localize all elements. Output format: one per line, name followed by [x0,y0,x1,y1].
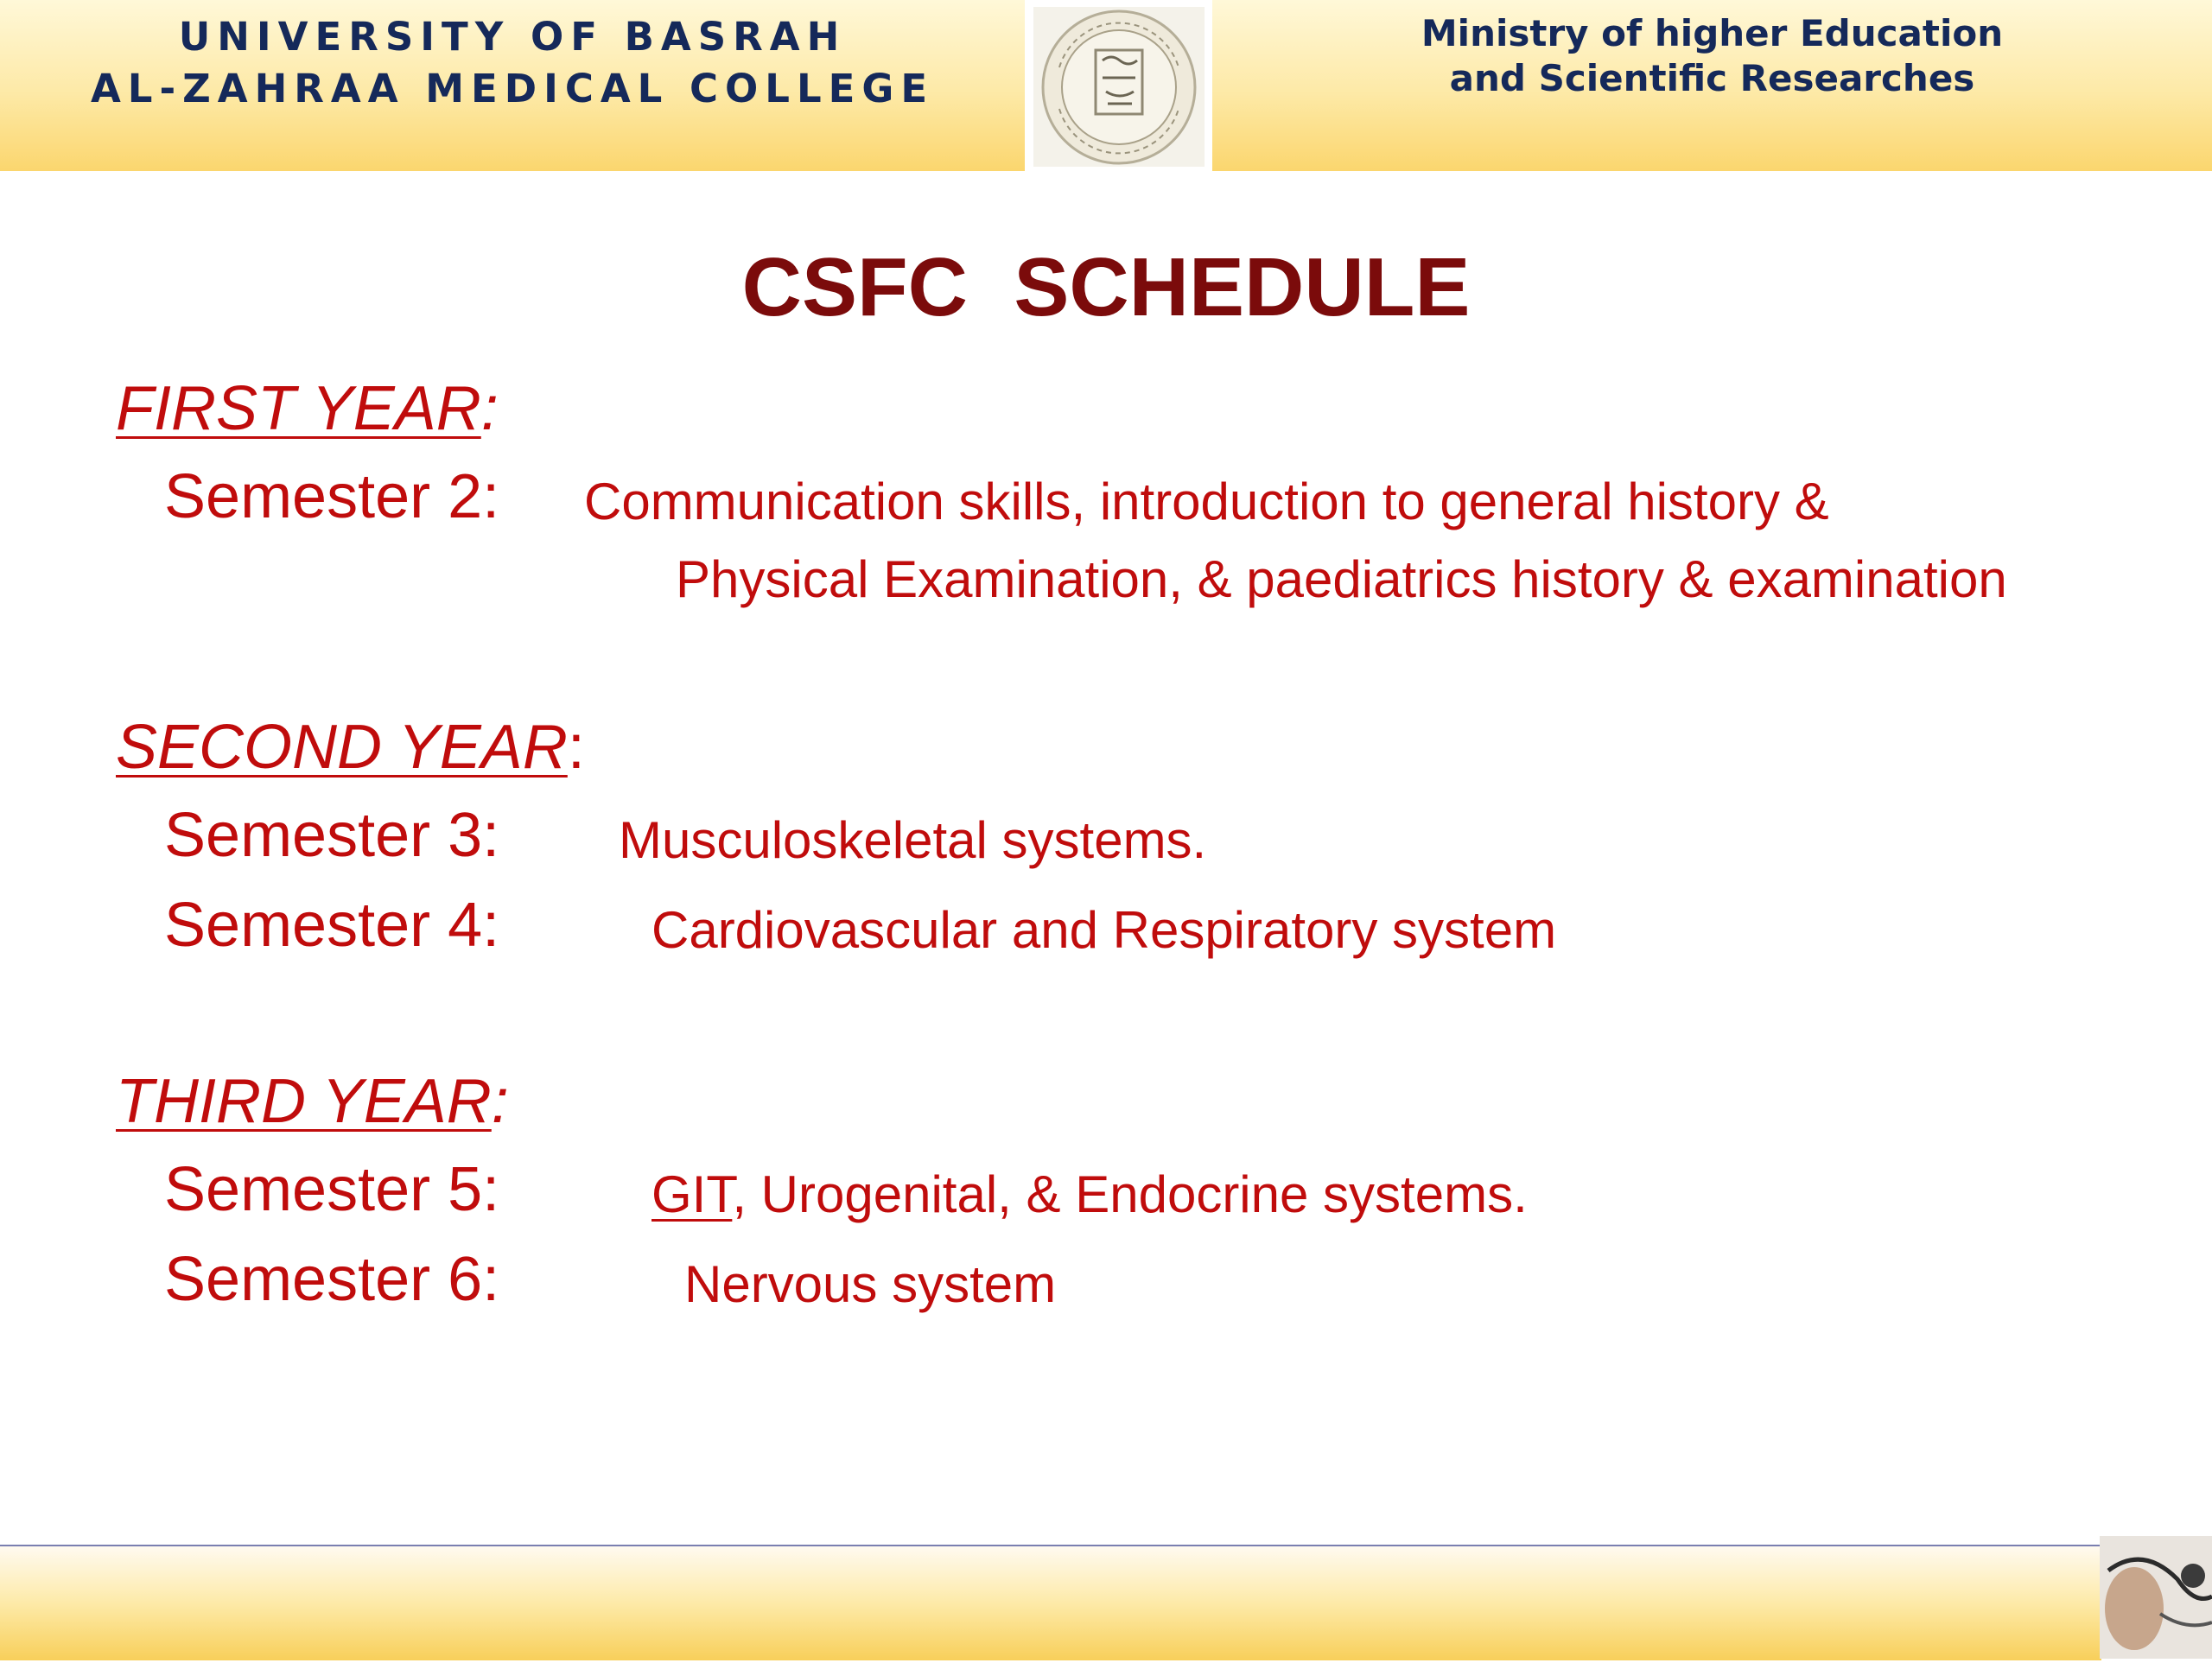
third-year-colon: : [491,1067,509,1136]
page-title: CSFC SCHEDULE [741,241,1471,333]
semester-2-desc-line2: Physical Examination, & paediatrics history & examination [676,550,2007,608]
first-year-colon: : [480,374,499,443]
third-year-label: THIRD YEAR [116,1067,492,1136]
footer-band [0,1545,2101,1660]
semester-3-desc: Musculoskeletal systems. [619,811,1207,869]
header-left-band [0,0,1025,171]
college-name: AL-ZAHRAA MEDICAL COLLEGE [90,66,935,111]
header-right-band [1212,0,2212,171]
second-year-heading [116,712,585,783]
semester-2-label: Semester 2: [164,462,500,531]
semester-5-label: Semester 5: [164,1155,500,1224]
semester-5-desc [652,1165,1528,1224]
semester-6-desc: Nervous system [684,1255,1057,1313]
second-year-label: SECOND YEAR [116,713,568,782]
semester-2-desc-line1: Communication skills, introduction to general history & [584,473,1829,530]
semester-6-label: Semester 6: [164,1245,500,1314]
git-abbrev: GIT [652,1165,733,1223]
semester-3-label: Semester 3: [164,801,500,870]
ministry-name: Ministry of higher Education [1421,12,2004,54]
second-year-colon: : [567,713,585,782]
semester-5-desc-rest: , Urogenital, & Endocrine systems. [732,1165,1528,1223]
university-name: UNIVERSITY OF BASRAH [178,14,847,60]
third-year-heading [116,1066,509,1137]
first-year-heading [116,373,499,444]
first-year-label: FIRST YEAR [116,374,481,443]
ministry-name-cont: and Scientific Researches [1449,57,1975,99]
semester-4-desc: Cardiovascular and Respiratory system [652,901,1557,959]
blood-pressure-cuff-icon [2100,1536,2212,1659]
college-seal-icon [1033,7,1205,167]
semester-4-label: Semester 4: [164,891,500,960]
